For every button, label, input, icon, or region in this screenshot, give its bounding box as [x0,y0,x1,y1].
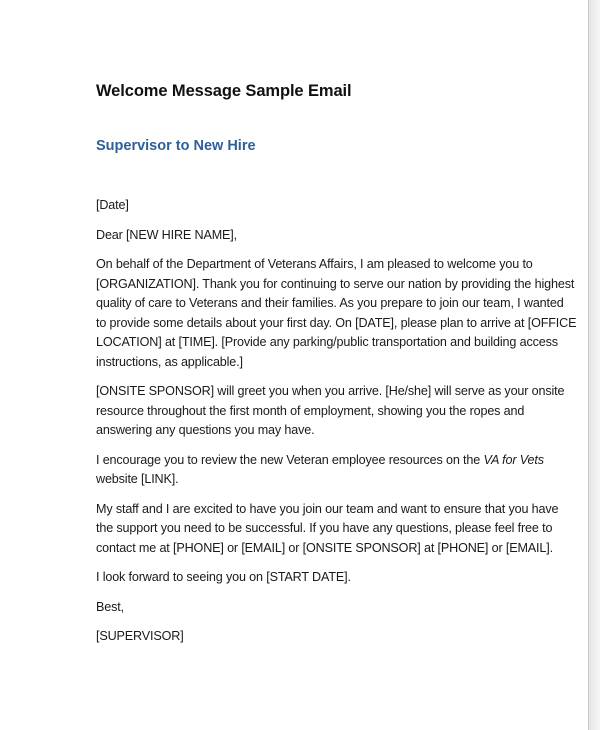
paragraph-sponsor [96,382,574,441]
greeting-line: Dear [NEW HIRE NAME], [96,227,237,242]
text-line: [ORGANIZATION]. Thank you for continuing to serve our nation by providing the highest [96,276,575,291]
signature-line: [SUPERVISOR] [96,629,184,643]
text-line: answering any questions you may have. [96,423,315,437]
document-title: Welcome Message Sample Email [96,82,352,100]
text-line: LOCATION] at [TIME]. [Provide any parking/public transportation and building access [96,335,558,349]
text-line [96,451,574,471]
text-line: to provide some details about your first day. On [DATE], please plan to arrive at [OFFICE [96,315,577,330]
resources-text: I encourage you to review the new Veteran employee resources on the [96,452,484,467]
paragraph-support [96,500,574,559]
date-line: [Date] [96,198,129,212]
paragraph-welcome [96,255,577,372]
page-edge-shadow [589,0,600,730]
signoff-line: Best, [96,599,124,614]
text-line: My staff and I are excited to have you join our team and want to ensure that you have [96,501,559,516]
text-line: [ONSITE SPONSOR] will greet you when you arrive. [He/she] will serve as your onsite [96,384,565,398]
document-subtitle: Supervisor to New Hire [96,138,256,154]
closing-line: I look forward to seeing you on [START DATE]. [96,570,351,584]
text-line: On behalf of the Department of Veterans Affairs, I am pleased to welcome you to [96,257,533,271]
text-line: website [LINK]. [96,472,179,486]
email-body [96,196,577,657]
paragraph-resources [96,451,574,490]
text-line: contact me at [PHONE] or [EMAIL] or [ONSITE SPONSOR] at [PHONE] or [EMAIL]. [96,540,553,555]
text-line: quality of care to Veterans and their families. As you prepare to join our team, I wanted [96,296,564,310]
text-line: the support you need to be successful. If you have any questions, please feel free to [96,521,553,535]
text-line: resource throughout the first month of employment, showing you the ropes and [96,403,525,418]
text-line: instructions, as applicable.] [96,354,243,369]
va-for-vets-text: VA for Vets [483,452,544,467]
